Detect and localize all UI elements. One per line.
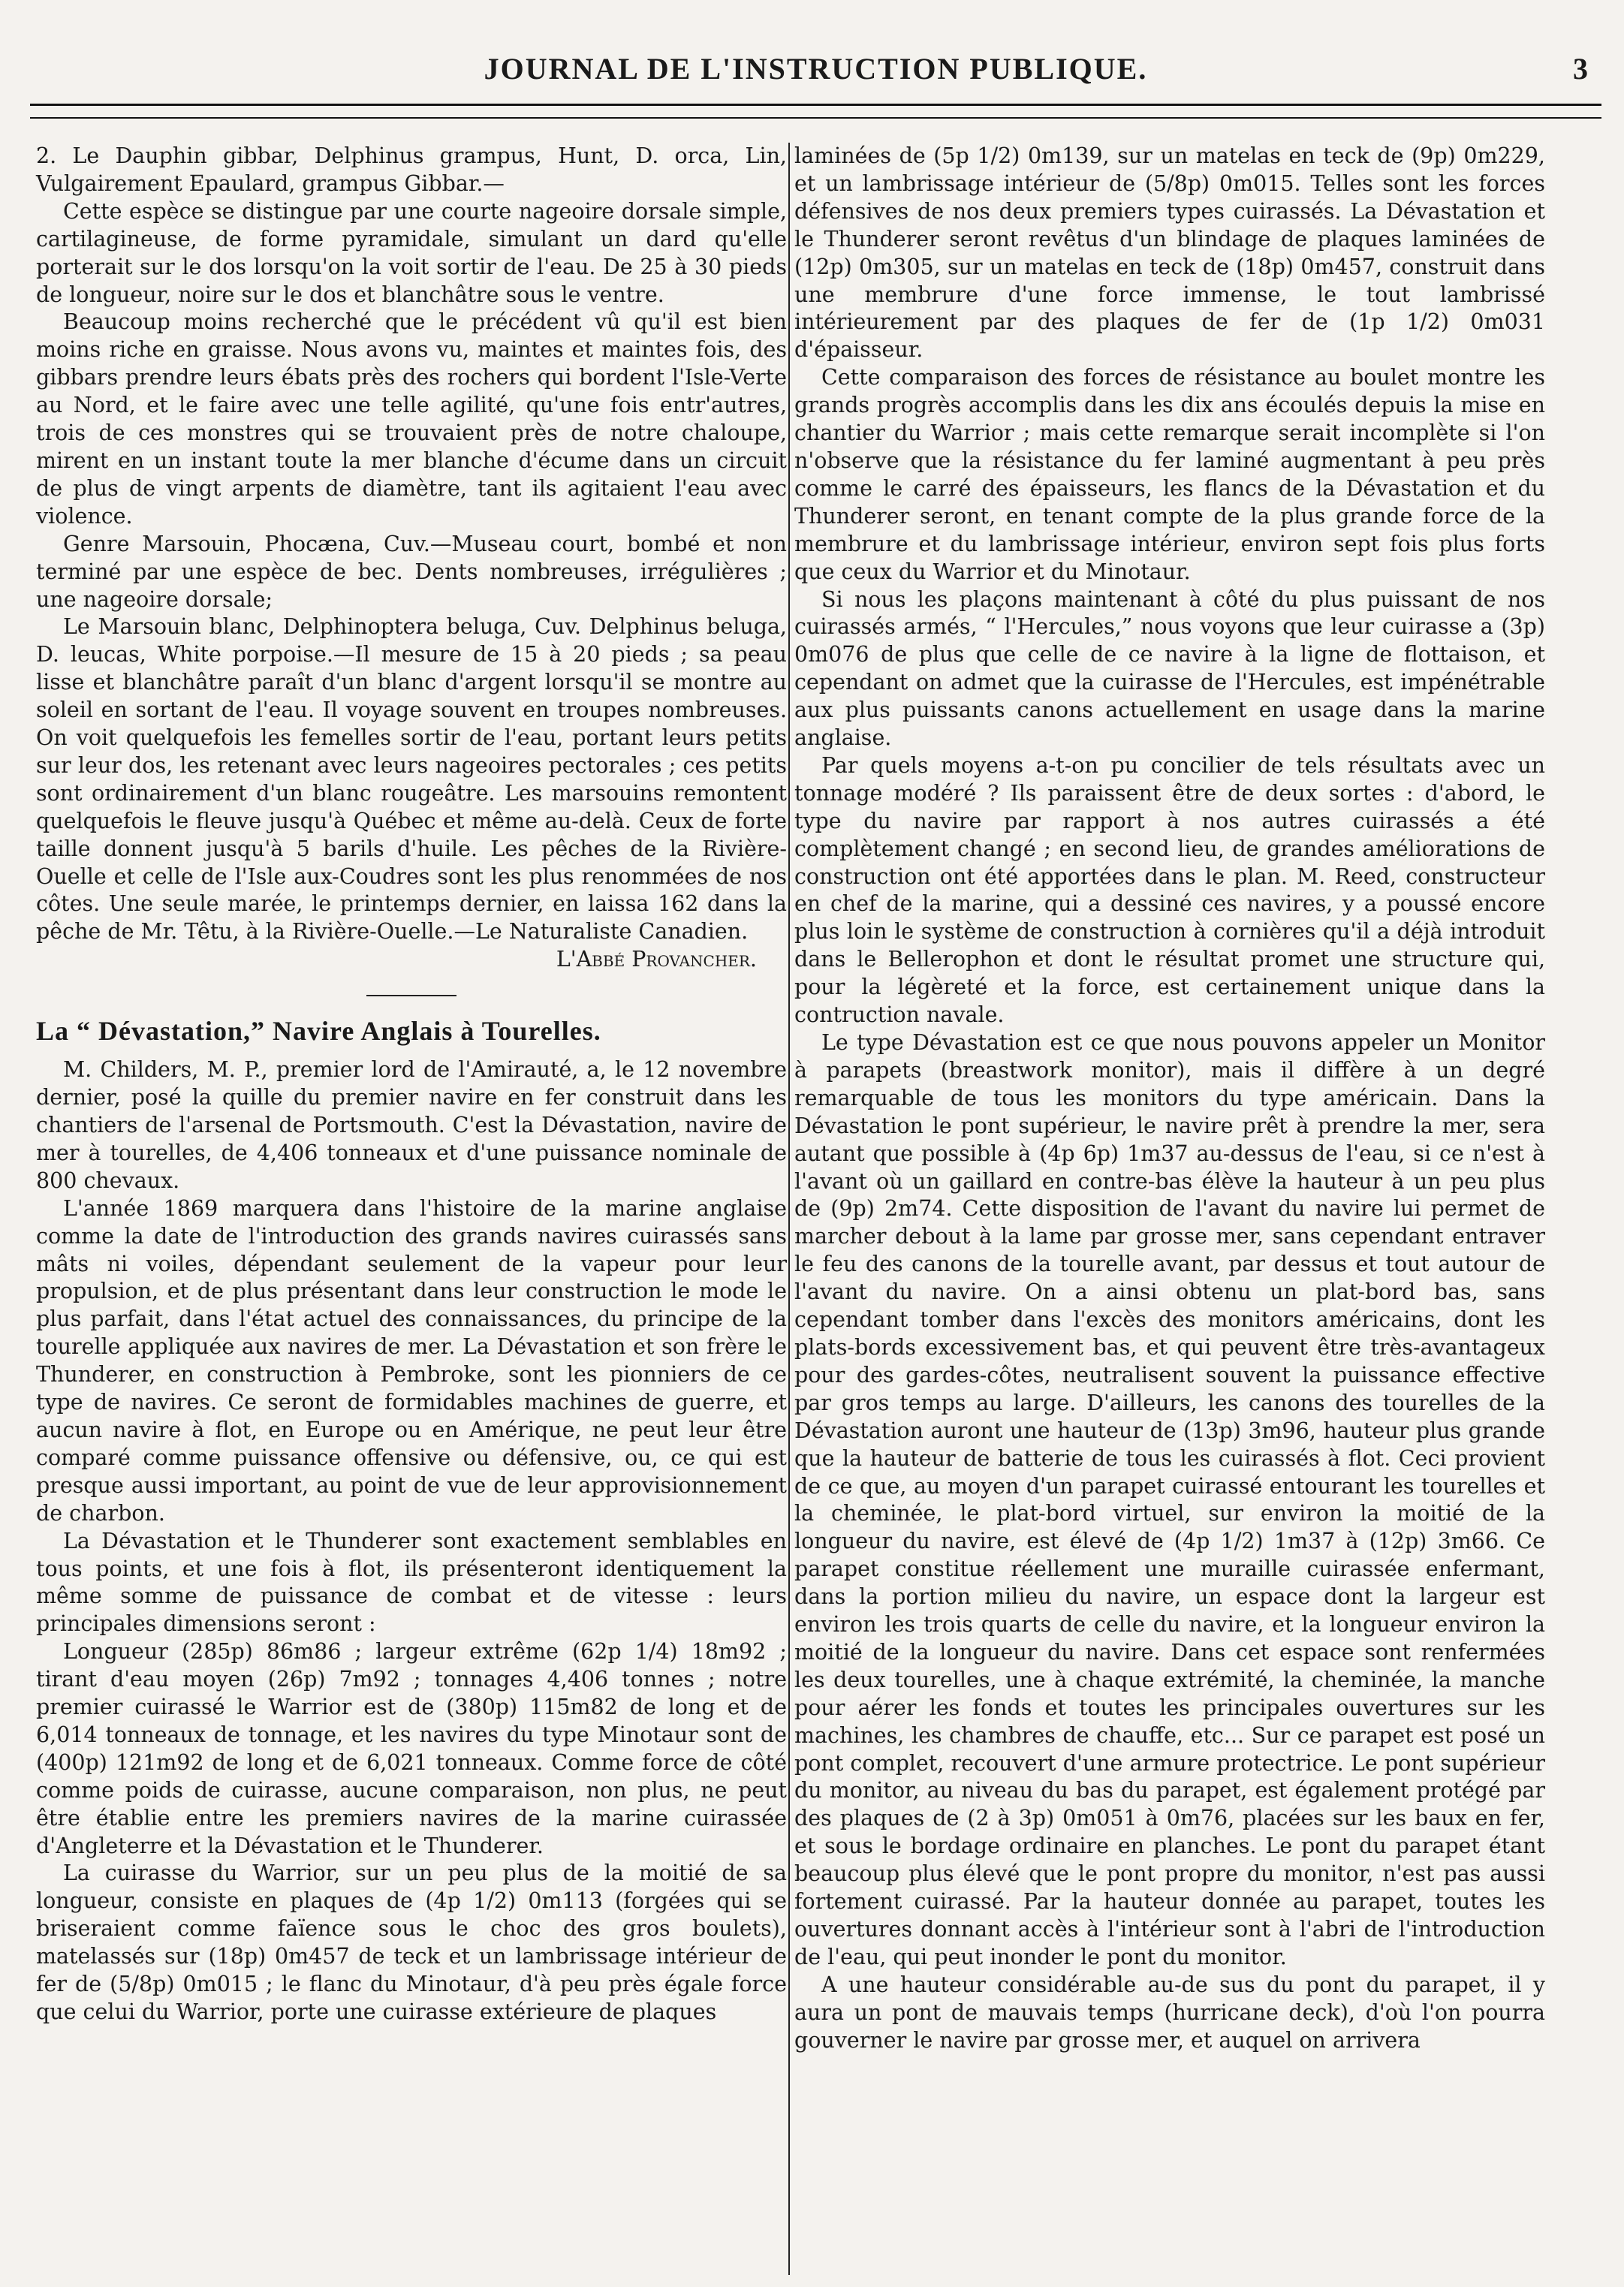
- paragraph: 2. Le Dauphin gibbar, Delphinus grampus, Hunt, D. orca, Lin, Vulgairement Epaulard, grampus Gibbar.—: [36, 143, 787, 196]
- paragraph: La Dévastation et le Thunderer sont exactement semblables en tous points, et une fois à flot, ils présenteront identiquement la même somme de puissance de combat et de vitesse : leurs principales dimensions seront :: [36, 1528, 787, 1637]
- right-column: [794, 143, 1545, 2055]
- paragraph: laminées de (5p 1/2) 0m139, sur un matelas en teck de (9p) 0m229, et un lambrissage intérieur de (5/8p) 0m015. Telles sont les forces défensives de nos deux premiers types cuirassés. La Dévastation et le Thunderer seront revêtus d'un blindage de plaques laminées de (12p) 0m305, sur un matelas en teck de (18p) 0m457, construit dans une membrure d'une force immense, le tout lambrissé intérieurement par des plaques de fer de (1p 1/2) 0m031 d'épaisseur.: [794, 143, 1545, 363]
- column-divider: [788, 143, 790, 2275]
- paragraph: Le type Dévastation est ce que nous pouvons appeler un Monitor à parapets (breastwork monitor), mais il diffère à un degré remarquable de tous les monitors du type américain. Dans la Dévastation le pont supérieur, le navire prêt à prendre la mer, sera autant que possible à (4p 6p) 1m37 au-dessus de l'eau, si ce n'est à l'avant où un gaillard en contre-bas élève la hauteur à un peu plus de (9p) 2m74. Cette disposition de l'avant du navire lui permet de marcher debout à la lame par grosse mer, sans cependant entraver le feu des canons de la tourelle avant, par dessus et tout autour de l'avant du navire. On a ainsi obtenu un plat-bord bas, sans cependant tomber dans l'excès des monitors américains, dont les plats-bords excessivement bas, et qui peuvent être très-avantageux pour des gardes-côtes, neutralisent souvent la puissance effective par gros temps au large. D'ailleurs, les canons des tourelles de la Dévastation auront une hauteur de (13p) 3m96, hauteur plus grande que la hauteur de batterie de tous les cuirassés à flot. Ceci provient de ce que, au moyen d'un parapet cuirassé entourant les tourelles et la cheminée, le plat-bord virtuel, sur environ la moitié de la longueur du navire, est élevé de (4p 1/2) 1m37 à (12p) 3m66. Ce parapet constitue réellement une muraille cuirassée enfermant, dans la portion milieu du navire, un espace dont la largeur est environ les trois quarts de celle du navire, et la longueur environ la moitié de la longueur du navire. Dans cet espace sont renfermées les deux tourelles, une à chaque extrémité, la cheminée, la manche pour aérer les fonds et toutes les principales ouvertures sur les machines, les chambres de chauffe, etc... Sur ce parapet est posé un pont complet, recouvert d'une armure protectrice. Le pont supérieur du monitor, au niveau du bas du parapet, est également protégé par des plaques de (2 à 3p) 0m051 à 0m76, placées sur les baux en fer, et sous le bordage ordinaire en planches. Le pont du parapet étant beaucoup plus élevé que le pont propre du monitor, n'est pas aussi fortement cuirassé. Par la hauteur donnée au parapet, toutes les ouvertures donnant accès à l'intérieur sont à l'abri de l'introduction de l'eau, qui peut inonder le pont du monitor.: [794, 1030, 1545, 1969]
- journal-title: JOURNAL DE L'INSTRUCTION PUBLIQUE.: [484, 52, 1148, 86]
- paragraph: M. Childers, M. P., premier lord de l'Amirauté, a, le 12 novembre dernier, posé la quille du premier navire en fer construit dans les chantiers de l'arsenal de Portsmouth. C'est la Dévastation, navire de mer à tourelles, de 4,406 tonneaux et d'une puissance nominale de 800 chevaux.: [36, 1057, 787, 1193]
- paragraph: La cuirasse du Warrior, sur un peu plus de la moitié de sa longueur, consiste en plaques de (4p 1/2) 0m113 (forgées qui se briseraient comme faïence sous le choc des gros boulets), matelassés sur (18p) 0m457 de teck et un lambrissage intérieur de fer de (5/8p) 0m015 ; le flanc du Minotaur, d'à peu près égale force que celui du Warrior, porte une cuirasse extérieure de plaques: [36, 1861, 787, 2024]
- paragraph: L'année 1869 marquera dans l'histoire de la marine anglaise comme la date de l'introduction des grands navires cuirassés sans mâts ni voiles, dépendant seulement de la vapeur pour leur propulsion, et de plus présentant dans leur construction le mode le plus parfait, dans l'état actuel des connaissances, du principe de la tourelle appliquée aux navires de mer. La Dévastation et son frère le Thunderer, en construction à Pembroke, sont les pionniers de ce type de navires. Ce seront de formidables machines de guerre, et aucun navire à flot, en Europe ou en Amérique, ne peut leur être comparé comme puissance offensive ou défensive, ou, ce qui est presque aussi important, au point de vue de leur approvisionnement de charbon.: [36, 1195, 787, 1526]
- section-divider: [366, 995, 456, 996]
- paragraph: Par quels moyens a-t-on pu concilier de tels résultats avec un tonnage modéré ? Ils paraissent être de deux sortes : d'abord, le type du navire par rapport à nos autres cuirassés a été complètement changé ; en second lieu, de grandes améliorations de construction ont été apportées dans le plan. M. Reed, constructeur en chef de la marine, qui a dessiné ces navires, y a poussé encore plus loin le système de construction à cornières qu'il a déjà introduit dans le Bellerophon et dont le résultat promet une structure qui, pour la légèreté et la force, est certainement unique dans la contruction navale.: [794, 752, 1545, 1028]
- left-column: [36, 143, 787, 2026]
- paragraph: Le Marsouin blanc, Delphinoptera beluga, Cuv. Delphinus beluga, D. leucas, White porpoise.—Il mesure de 15 à 20 pieds ; sa peau lisse et blanchâtre paraît d'un blanc d'argent lorsqu'il se montre au soleil en sortant de l'eau. Il voyage souvent en troupes nombreuses. On voit quelquefois les femelles sortir de l'eau, portant leurs petits sur leur dos, les retenant avec leurs nageoires pectorales ; ces petits sont ordinairement d'un blanc rougeâtre. Les marsouins remontent quelquefois le fleuve jusqu'à Québec et même au-delà. Ceux de forte taille donnent jusqu'à 5 barils d'huile. Les pêches de la Rivière-Ouelle et celle de l'Isle aux-Coudres sont les plus renommées de nos côtes. Une seule marée, le printemps dernier, en laissa 162 dans la pêche de Mr. Têtu, à la Rivière-Ouelle.—Le Naturaliste Canadien.: [36, 614, 787, 945]
- page-number: 3: [1573, 52, 1588, 86]
- paragraph: Cette espèce se distingue par une courte nageoire dorsale simple, cartilagineuse, de forme pyramidale, simulant un dard qu'elle porterait sur le dos lorsqu'on la voit sortir de l'eau. De 25 à 30 pieds de longueur, noire sur le dos et blanchâtre sous le ventre.: [36, 198, 787, 307]
- author-signature: L'Abbé Provancher.: [556, 947, 757, 972]
- paragraph: Longueur (285p) 86m86 ; largeur extrême (62p 1/4) 18m92 ; tirant d'eau moyen (26p) 7m92 ; tonnages 4,406 tonnes ; notre premier cuirassé le Warrior est de (380p) 115m82 de long et de 6,014 tonneaux de tonnage, et les navires du type Minotaur sont de (400p) 121m92 de long et de 6,021 tonneaux. Comme force de côté comme poids de cuirasse, aucune comparaison, non plus, ne peut être établie entre les premiers navires de la marine cuirassée d'Angleterre et la Dévastation et le Thunderer.: [36, 1639, 787, 1858]
- paragraph: Si nous les plaçons maintenant à côté du plus puissant de nos cuirassés armés, “ l'Hercules,” nous voyons que leur cuirasse a (3p) 0m076 de plus que celle de ce navire à la ligne de flottaison, et cependant on admet que la cuirasse de l'Hercules, est impénétrable aux plus puissants canons actuellement en usage dans la marine anglaise.: [794, 586, 1545, 751]
- paragraph: A une hauteur considérable au-de sus du pont du parapet, il y aura un pont de mauvais temps (hurricane deck), d'où l'on pourra gouverner le navire par grosse mer, et auquel on arrivera: [794, 1972, 1545, 2053]
- paragraph: Cette comparaison des forces de résistance au boulet montre les grands progrès accomplis dans les dix ans écoulés depuis la mise en chantier du Warrior ; mais cette remarque serait incomplète si l'on n'observe que la résistance du fer laminé augmentant à peu près comme le carré des épaisseurs, les flancs de la Dévastation et du Thunderer seront, en tenant compte de la plus grande force de la membrure et du lambrissage intérieur, environ sept fois plus forts que ceux du Warrior et du Minotaur.: [794, 365, 1545, 584]
- header-rule-double: [30, 117, 1601, 119]
- header-rule: [30, 104, 1601, 106]
- page-header: [30, 51, 1601, 96]
- paragraph: Beaucoup moins recherché que le précédent vû qu'il est bien moins riche en graisse. Nous avons vu, maintes et maintes fois, des gibbars prendre leurs ébats près des rochers qui bordent l'Isle-Verte au Nord, et le faire avec une telle agilité, qu'une fois entr'autres, trois de ces monstres qui se trouvaient près de notre chaloupe, mirent en un instant toute la mer blanche d'écume dans un circuit de plus de vingt arpents de diamètre, tant ils agitaient l'eau avec violence.: [36, 309, 787, 529]
- paragraph: Genre Marsouin, Phocæna, Cuv.—Museau court, bombé et non terminé par une espèce de bec. Dents nombreuses, irrégulières ; une nageoire dorsale;: [36, 531, 787, 612]
- article-heading: La “ Dévastation,” Navire Anglais à Tourelles.: [36, 1016, 601, 1047]
